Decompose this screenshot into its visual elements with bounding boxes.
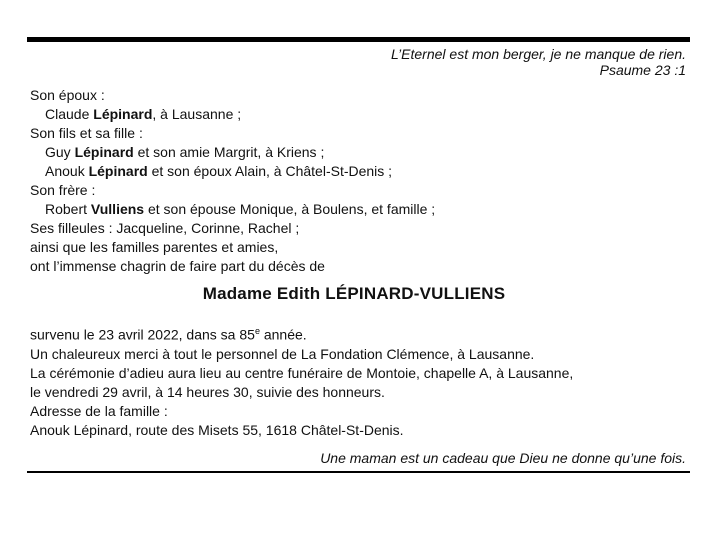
epigraph-reference: Psaume 23 :1 <box>599 62 686 78</box>
line-merci: Un chaleureux merci à tout le personnel de La Fondation Clémence, à Lausanne. <box>30 345 535 362</box>
line-son-fils-et-fille: Son fils et sa fille : <box>30 125 143 141</box>
family-list <box>30 86 708 276</box>
superscript-e: e <box>254 326 260 336</box>
bottom-rule <box>27 471 690 473</box>
deceased-name: Madame Edith LÉPINARD-VULLIENS <box>202 284 506 303</box>
line-ceremonie-lieu: La cérémonie d’adieu aura lieu au centre funéraire de Montoie, chapelle A, à Lausanne, <box>30 364 574 381</box>
line-filleules: Ses filleules : Jacqueline, Corinne, Rachel ; <box>30 220 300 236</box>
line-robert: Robert Vulliens et son épouse Monique, à Boulens, et famille ; <box>45 201 436 217</box>
line-son-frere: Son frère : <box>30 182 96 198</box>
line-guy: Guy Lépinard et son amie Margrit, à Kriens ; <box>45 144 325 160</box>
line-ceremonie-date: le vendredi 29 avril, à 14 heures 30, suivie des honneurs. <box>30 383 385 400</box>
line-adresse-label: Adresse de la famille : <box>30 402 168 419</box>
line-chagrin: ont l’immense chagrin de faire part du décès de <box>30 258 325 274</box>
death-notice-document <box>0 37 708 546</box>
line-familles: ainsi que les familles parentes et amies, <box>30 239 279 255</box>
epigraph <box>0 46 686 78</box>
line-date-deces: survenu le 23 avril 2022, dans sa 85e année. <box>30 326 307 343</box>
details-block <box>30 322 708 440</box>
closing-quote: Une maman est un cadeau que Dieu ne donne qu’une fois. <box>320 449 686 466</box>
line-anouk: Anouk Lépinard et son époux Alain, à Châtel-St-Denis ; <box>45 163 393 179</box>
line-claude: Claude Lépinard, à Lausanne ; <box>45 106 242 122</box>
epigraph-verse: L’Eternel est mon berger, je ne manque de rien. <box>391 46 686 62</box>
top-rule <box>27 37 690 42</box>
line-son-epoux: Son époux : <box>30 87 105 103</box>
line-adresse-famille: Anouk Lépinard, route des Misets 55, 1618 Châtel-St-Denis. <box>30 421 404 438</box>
